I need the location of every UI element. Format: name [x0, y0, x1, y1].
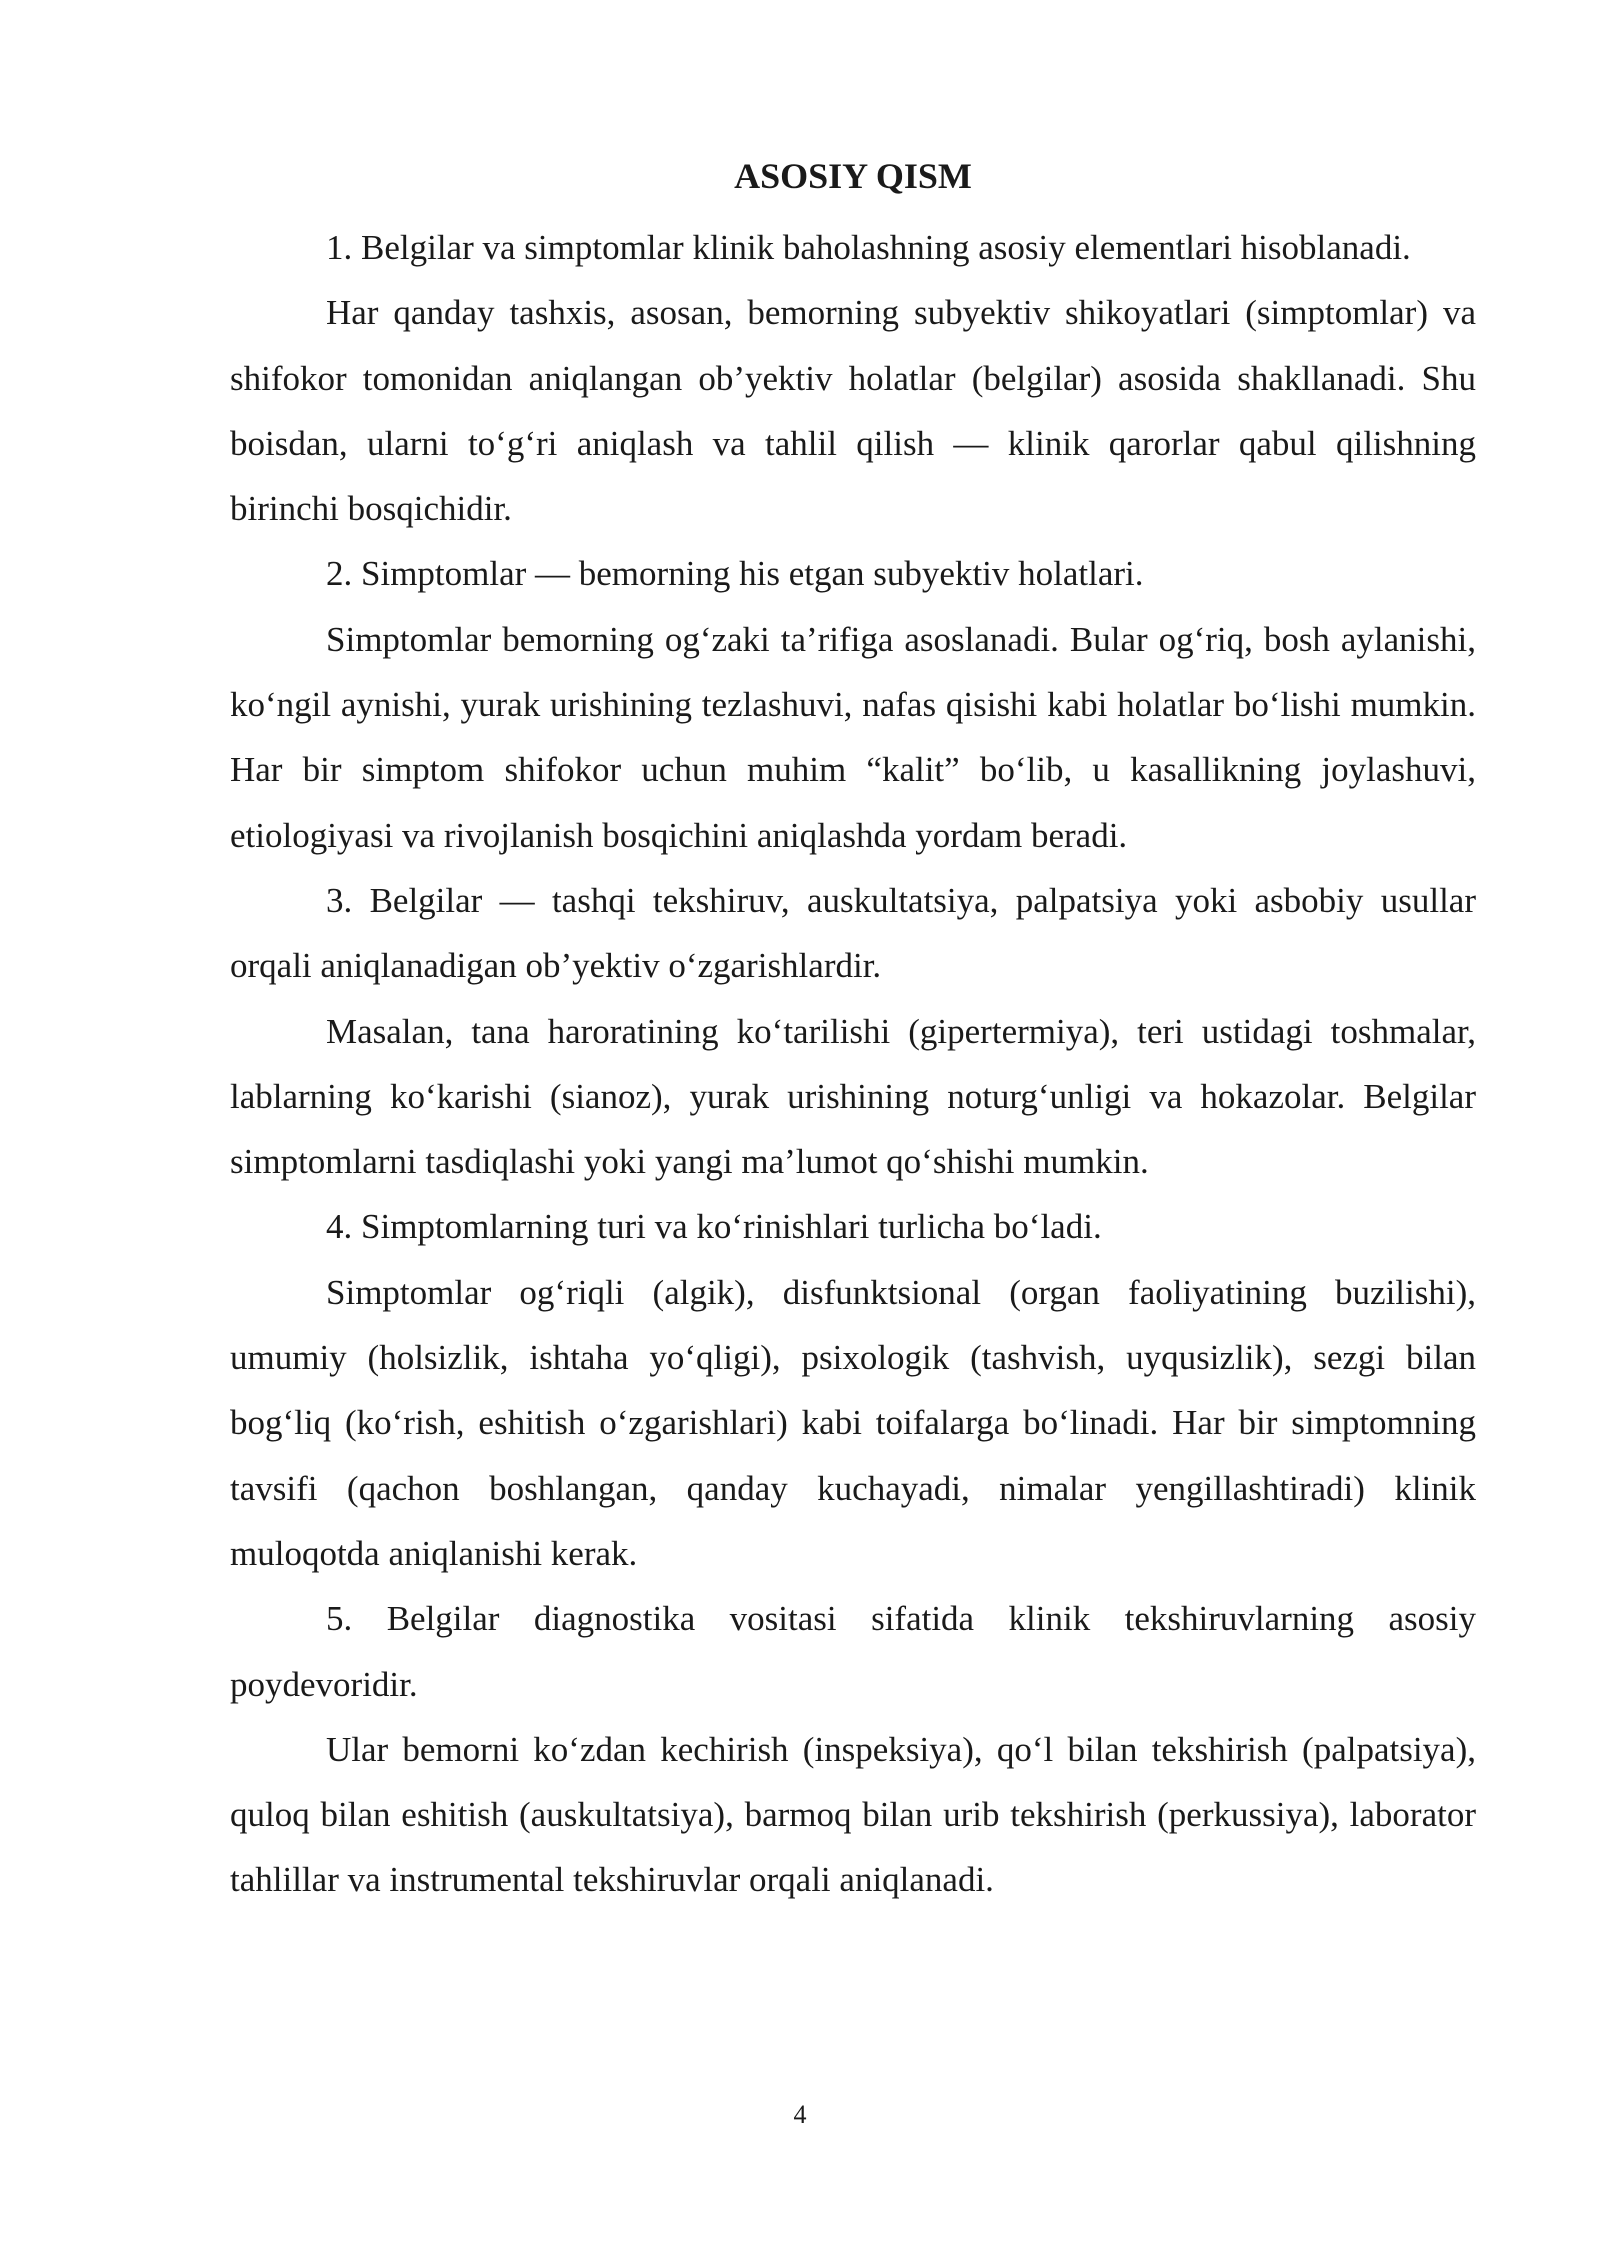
- paragraph-2: Har qanday tashxis, asosan, bemorning subyektiv shikoyatlari (simptomlar) va shifokor tomonidan aniqlangan ob’yektiv holatlar (belgilar) asosida shakllanadi. Shu boisdan, ularni to‘g‘ri aniqlash va tahlil qilish — klinik qarorlar qabul qilishning birinchi bosqichidir.: [230, 293, 1476, 529]
- paragraph-8: Simptomlar og‘riqli (algik), disfunktsional (organ faoliyatining buzilishi), umumiy (holsizlik, ishtaha yo‘qligi), psixologik (tashvish, uyqusizlik), sezgi bilan bog‘liq (ko‘rish, eshitish o‘zgarishlari) kabi toifalarga bo‘linadi. Har bir simptomning tavsifi (qachon boshlangan, qanday kuchayadi, nimalar yengillashtiradi) klinik muloqotda aniqlanishi kerak.: [230, 1272, 1476, 1573]
- paragraph-10: Ular bemorni ko‘zdan kechirish (inspeksiya), qo‘l bilan tekshirish (palpatsiya), quloq bilan eshitish (auskultatsiya), barmoq bilan urib tekshirish (perkussiya), laborator tahlillar va instrumental tekshiruvlar orqali aniqlanadi.: [230, 1729, 1476, 1900]
- paragraph-9: 5. Belgilar diagnostika vositasi sifatida klinik tekshiruvlarning asosiy poydevoridir.: [230, 1599, 1476, 1704]
- page-number: 4: [793, 2100, 807, 2129]
- paragraph-5: 3. Belgilar — tashqi tekshiruv, auskultatsiya, palpatsiya yoki asbobiy usullar orqali aniqlanadigan ob’yektiv o‘zgarishlardir.: [230, 880, 1476, 986]
- paragraph-1: 1. Belgilar va simptomlar klinik baholashning asosiy elementlari hisoblanadi.: [326, 228, 1411, 267]
- paragraph-3: 2. Simptomlar — bemorning his etgan subyektiv holatlari.: [326, 554, 1144, 594]
- paragraph-6: Masalan, tana haroratining ko‘tarilishi (gipertermiya), teri ustidagi toshmalar, lablarning ko‘karishi (sianoz), yurak urishining noturg‘unligi va hokazolar. Belgilar simptomlarni tasdiqlashi yoki yangi ma’lumot qo‘shishi mumkin.: [230, 1011, 1476, 1182]
- paragraph-7: 4. Simptomlarning turi va ko‘rinishlari turlicha bo‘ladi.: [326, 1207, 1102, 1247]
- paragraph-4: Simptomlar bemorning og‘zaki ta’rifiga asoslanadi. Bular og‘riq, bosh aylanishi, ko‘ngil aynishi, yurak urishining tezlashuvi, nafas qisishi kabi holatlar bo‘lishi mumkin. Har bir simptom shifokor uchun muhim “kalit” bo‘lib, u kasallikning joylashuvi, etiologiyasi va rivojlanish bosqichini aniqlashda yordam beradi.: [230, 619, 1476, 855]
- page-body: [230, 150, 1476, 1913]
- section-heading: ASOSIY QISM: [734, 156, 972, 196]
